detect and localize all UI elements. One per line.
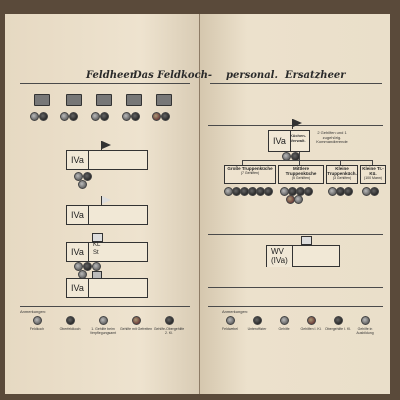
flag-icon: [293, 119, 302, 127]
flag-icon: [102, 141, 111, 149]
kettle-icon: [34, 94, 50, 106]
top-box-sub: Küchen-Verwalt.: [290, 133, 306, 143]
top-box-note: 2 Gehilfen und 1 zugehörig. Kommandierende: [316, 130, 348, 144]
header-left-title: Feldheer: [86, 70, 135, 81]
legend-item: Gehilfe-Obergehilfe 2. Kl.: [152, 316, 186, 335]
kuechen-verwaltung-box: [268, 130, 310, 152]
header-rule-right: [210, 83, 382, 84]
rank-medal-icon: [78, 180, 87, 189]
kettle-icon: [66, 94, 82, 106]
kettle-icon: [126, 94, 142, 106]
legend-rule-left: [20, 306, 190, 307]
flag-icon: [102, 196, 111, 204]
rank-medal-icon: [30, 112, 39, 121]
unit-box-1: [66, 150, 148, 170]
divider-rule: [208, 234, 383, 235]
legend-rule-right: [208, 306, 383, 307]
rank-medal-icon: [39, 112, 48, 121]
unit-box-4: [66, 278, 148, 298]
rank-medal-icon: [91, 112, 100, 121]
rank-medal-icon: [60, 112, 69, 121]
header-rule-left: [20, 83, 190, 84]
legend-item: Obergehilfe I. Kl.: [324, 316, 352, 331]
unit-kleine-truppenkueche: Kleine Truppenküch. (3 Gehilfen): [326, 165, 358, 184]
legend-item: Feldkoch: [20, 316, 54, 331]
kettle-mini-icon: [92, 233, 103, 242]
wv-box: [266, 245, 340, 267]
rank-medal-icon: [100, 112, 109, 121]
unit-mittlere-truppenkueche: Mittlere Truppenküche (5 Gehilfen): [278, 165, 324, 184]
rank-medal-icon: [152, 112, 161, 121]
divider-rule: [208, 287, 383, 288]
legend-item: Feldwebel: [216, 316, 244, 331]
kettle-icon: [96, 94, 112, 106]
top-box-label: IVa: [269, 131, 291, 151]
connector-line: [242, 160, 372, 161]
unit-box-kl: KL: [93, 242, 101, 248]
legend-item: Gehilfen I. Kl.: [297, 316, 325, 331]
kettle-mini-icon: [301, 236, 312, 245]
rank-medal-icon: [131, 112, 140, 121]
legend-item: Oberfeldkoch: [53, 316, 87, 331]
unit-box-3: [66, 242, 148, 262]
unit-box-2: [66, 205, 148, 225]
rank-medal-icon: [92, 262, 101, 271]
unit-box-st: St: [93, 250, 99, 256]
legend-item: 1. Gehilfe beim Verpflegungsamt: [86, 316, 120, 335]
unit-grosse-truppenkueche: Große Truppenküche (7 Gehilfen): [224, 165, 276, 184]
unit-box-label: IVa: [67, 243, 89, 261]
legend-item: Gehilfe: [270, 316, 298, 331]
header-right-title: Ersatzheer: [285, 70, 346, 81]
header-right-subtitle: personal.: [226, 70, 278, 81]
kettle-row: [30, 90, 180, 130]
unit-box-label: IVa: [67, 206, 89, 224]
legend-item: Unteroffizier: [243, 316, 271, 331]
legend-item: Gehilfe mit Gefreiten: [119, 316, 153, 331]
kettle-icon: [156, 94, 172, 106]
connector-line: [299, 152, 300, 165]
legend-item: Gehilfe in Ausbildung: [351, 316, 379, 335]
header-left-subtitle: Das Feldkoch-: [133, 70, 213, 81]
legend-title-left: Anmerkungen:: [20, 309, 47, 314]
rank-medal-icon: [122, 112, 131, 121]
unit-box-label: IVa: [67, 279, 89, 297]
rank-medal-icon: [161, 112, 170, 121]
unit-kleine-tr-kue: Kleine Tr.-Kü. (100 Mann): [360, 165, 386, 184]
unit-medal-rows: [224, 187, 384, 205]
unit-box-label: IVa: [67, 151, 89, 169]
rank-medal-icon: [69, 112, 78, 121]
wv-box-label: WV (IVa): [267, 246, 293, 267]
legend-title-right: Anmerkungen:: [222, 309, 249, 314]
